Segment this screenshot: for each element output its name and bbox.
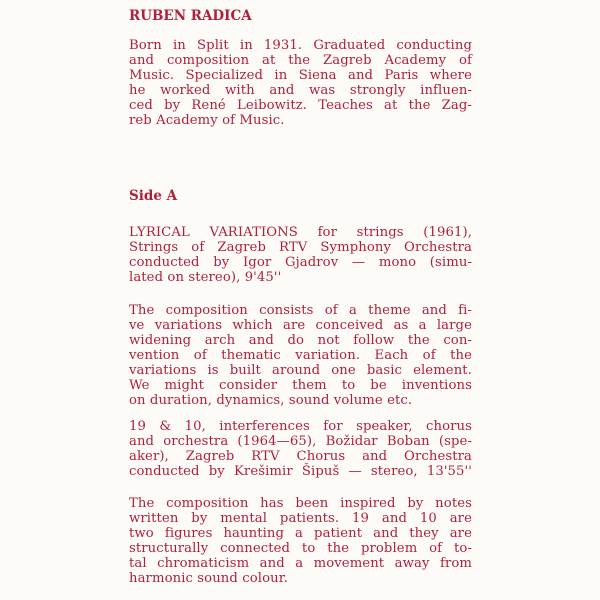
note-line: ve variations which are conceived as a large <box>129 318 472 333</box>
track-1-credits <box>129 225 472 285</box>
credit-line: LYRICAL VARIATIONS for strings (1961), <box>129 225 472 240</box>
credit-line: conducted by Krešimir Šipuš — stereo, 13'55'' <box>129 464 472 479</box>
track-1-notes <box>129 303 472 408</box>
side-heading: Side A <box>129 188 178 204</box>
note-line: widening arch and do not follow the con- <box>129 333 472 348</box>
credit-line: lated on stereo), 9'45'' <box>129 270 282 285</box>
credit-line: and orchestra (1964—65), Božidar Boban (spe- <box>129 434 472 449</box>
note-line: two figures haunting a patient and they are <box>129 526 472 541</box>
note-line: tal chromaticism and a movement away from <box>129 556 472 571</box>
note-line: The composition has been inspired by notes <box>129 496 472 511</box>
track-2-notes <box>129 496 472 586</box>
bio-line: and composition at the Zagreb Academy of <box>129 53 472 68</box>
note-line: variations is built around one basic element. <box>129 363 472 378</box>
bio-line: reb Academy of Music. <box>129 113 285 128</box>
bio-line: Born in Split in 1931. Graduated conducting <box>129 38 472 53</box>
credit-line: aker), Zagreb RTV Chorus and Orchestra <box>129 449 472 464</box>
credit-line: 19 & 10, interferences for speaker, chorus <box>129 419 472 434</box>
credit-line: Strings of Zagreb RTV Symphony Orchestra <box>129 240 472 255</box>
composer-name: RUBEN RADICA <box>129 8 252 24</box>
composer-bio <box>129 38 472 128</box>
note-line: written by mental patients. 19 and 10 are <box>129 511 472 526</box>
bio-line: Music. Specialized in Siena and Paris where <box>129 68 472 83</box>
credit-line: conducted by Igor Gjadrov — mono (simu- <box>129 255 472 270</box>
bio-line: ced by René Leibowitz. Teaches at the Zag- <box>129 98 472 113</box>
note-line: The composition consists of a theme and fi- <box>129 303 472 318</box>
note-line: We might consider them to be inventions <box>129 378 472 393</box>
bio-line: he worked with and was strongly influen- <box>129 83 472 98</box>
note-line: structurally connected to the problem of to- <box>129 541 472 556</box>
note-line: vention of thematic variation. Each of the <box>129 348 472 363</box>
track-2-credits <box>129 419 472 479</box>
note-line: harmonic sound colour. <box>129 571 288 586</box>
note-line: on duration, dynamics, sound volume etc. <box>129 393 413 408</box>
